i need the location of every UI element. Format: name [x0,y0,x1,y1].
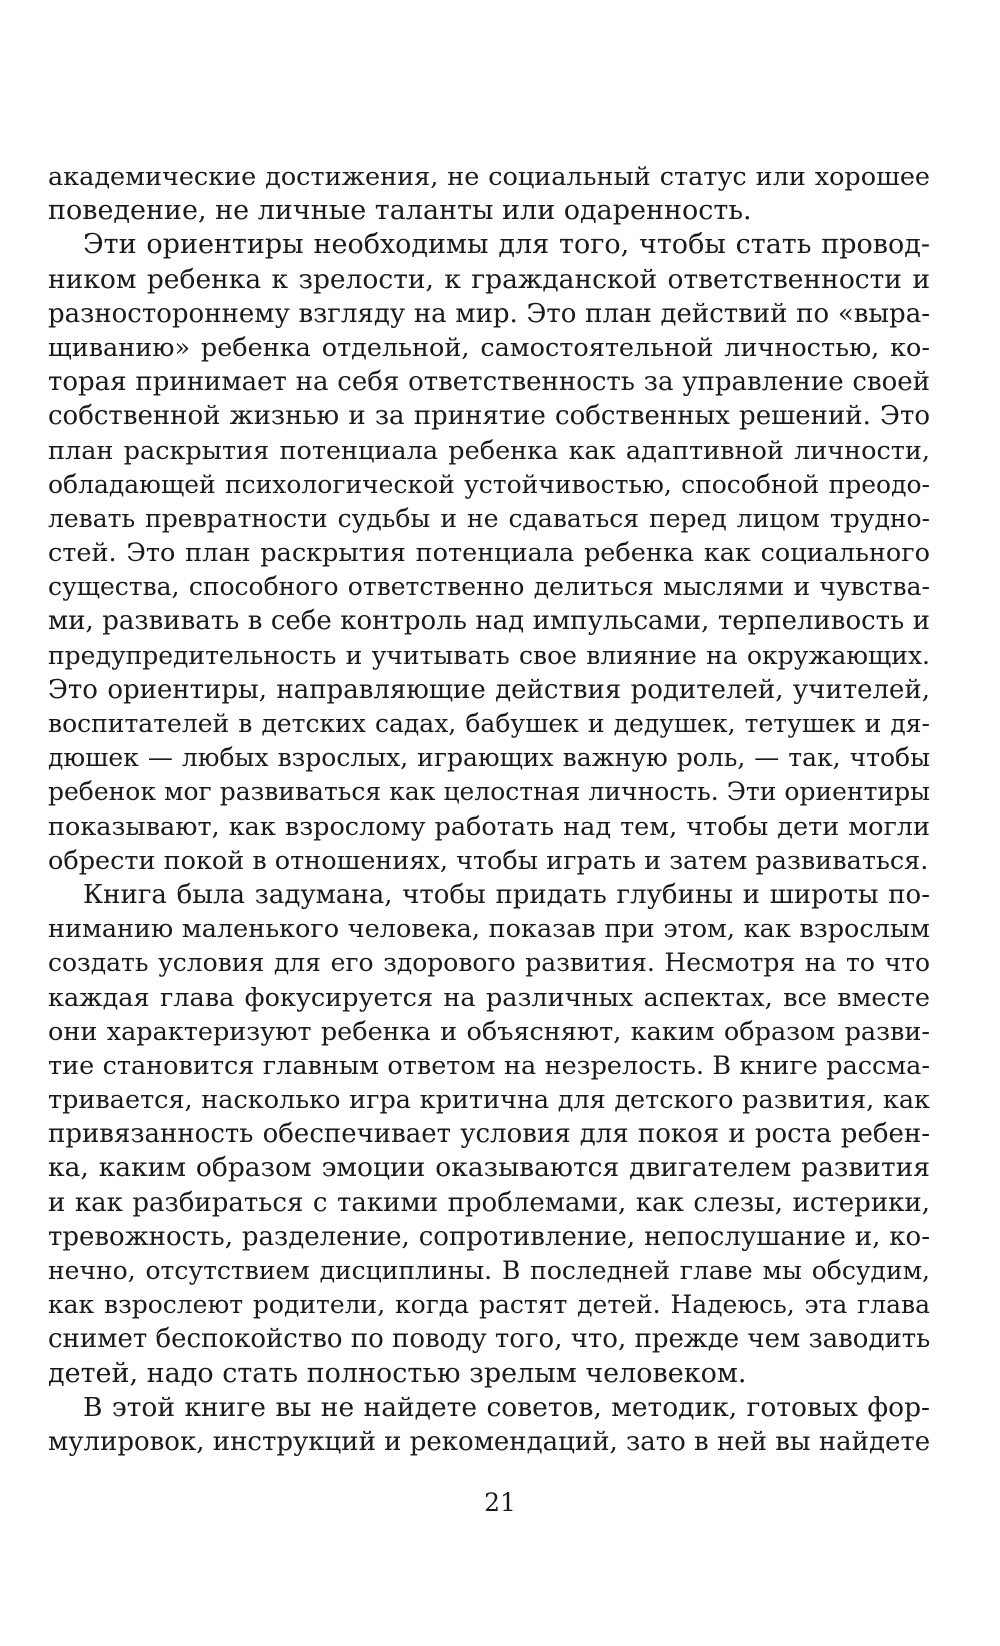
paragraph [48,160,930,228]
text-line: В этой книге вы не найдете советов, методик, готовых фор- [83,1391,930,1423]
text-line: левать превратности судьбы и не сдаваться перед лицом трудно- [48,503,930,533]
text-line: мулировок, инструкций и рекомендаций, зато в ней вы найдете [48,1426,931,1457]
text-line: поведение, не личные таланты или одаренность. [48,195,752,227]
text-line: обрести покой в отношениях, чтобы играть и затем развиваться. [48,845,929,876]
text-line: стей. Это план раскрытия потенциала ребенка как социального [48,538,930,569]
text-line: дюшек — любых взрослых, играющих важную роль, — так, чтобы [48,743,930,773]
text-line: тривается, насколько игра критична для детского развития, как [48,1085,930,1116]
text-line: детей, надо стать полностью зрелым человеком. [48,1357,747,1389]
text-line: воспитателей в детских садах, бабушек и дедушек, тетушек и дя- [48,709,930,738]
text-line: ребенок мог развиваться как целостная личность. Эти ориентиры [48,777,930,807]
text-line: ником ребенка к зрелости, к гражданской ответственности и [48,263,930,295]
text-line: разностороннему взгляду на мир. Это план действий по «выра- [48,298,930,329]
text-line: Книга была задумана, чтобы придать глубины и широты по- [83,879,930,910]
text-line: собственной жизнью и за принятие собственных решений. Это [48,401,930,432]
text-line: ниманию маленького человека, показав при этом, как взрослым [48,914,930,945]
text-line: обладающей психологической устойчивостью, способной преодо- [48,469,930,499]
text-line: план раскрытия потенциала ребенка как адаптивной личности, [48,435,930,466]
text-line: предупредительность и учитывать свое влияние на окружающих. [48,640,930,670]
text-line: тревожность, разделение, сопротивление, непослушание и, ко- [48,1221,930,1252]
text-line: тие становится главным ответом на незрелость. В книге рассма- [48,1050,930,1081]
text-line: нечно, отсутствием дисциплины. В последней главе мы обсудим, [48,1256,930,1285]
text-line: привязанность обеспечивает условия для покоя и роста ребен- [48,1119,930,1150]
text-line: ми, развивать в себе контроль над импульсами, терпеливость и [48,606,930,637]
page-number: 21 [484,1488,516,1517]
text-line: щиванию» ребенка отдельной, самостоятельной личностью, ко- [48,332,930,363]
text-line: они характеризуют ребенка и объясняют, каким образом разви- [48,1016,930,1047]
text-line: академические достижения, не социальный статус или хорошее [48,162,930,192]
paragraph [48,228,930,878]
text-line: создать условия для его здорового развития. Несмотря на то что [48,948,930,978]
text-line: каждая глава фокусируется на различных аспектах, все вместе [48,982,930,1013]
body-text [48,160,930,1459]
text-line: показывают, как взрослому работать над тем, чтобы дети могли [48,811,930,842]
paragraph [48,878,930,1391]
text-line: Эти ориентиры необходимы для того, чтобы стать провод- [83,229,930,261]
text-line: ка, каким образом эмоции оказываются двигателем развития [48,1152,930,1184]
text-line: торая принимает на себя ответственность за управление своей [48,367,930,398]
text-line: снимет беспокойство по поводу того, что, прежде чем заводить [48,1324,931,1355]
text-line: Это ориентиры, направляющие действия родителей, учителей, [48,674,930,705]
paragraph [48,1391,930,1459]
text-line: как взрослеют родители, когда растят детей. Надеюсь, эта глава [48,1290,930,1320]
text-line: и как разбираться с такими проблемами, как слезы, истерики, [48,1187,930,1218]
text-line: существа, способного ответственно делиться мыслями и чувства- [48,572,930,602]
